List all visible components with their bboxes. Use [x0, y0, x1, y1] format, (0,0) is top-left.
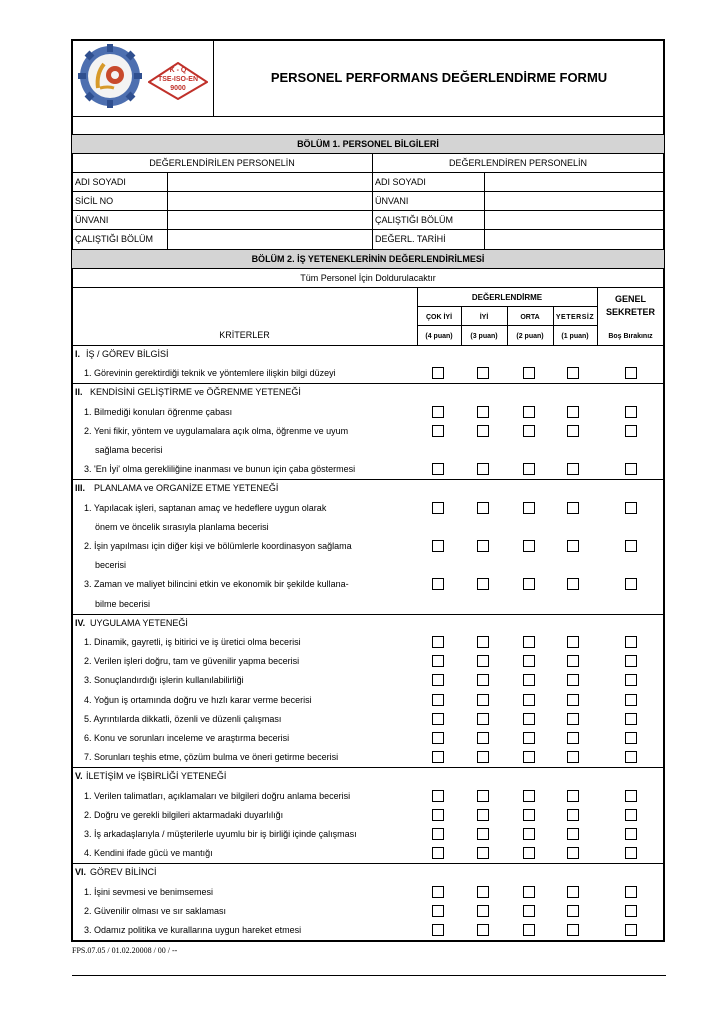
category-title: İŞ / GÖREV BİLGİSİ — [86, 349, 169, 359]
iyi-checkbox[interactable] — [477, 886, 489, 898]
rating-name: ÇOK İYİ — [425, 314, 453, 321]
category-number: VI. — [75, 867, 87, 878]
iyi-checkbox[interactable] — [477, 578, 489, 590]
right-field-date: DEĞERL. TARİHİ — [375, 234, 446, 244]
genel-sekreter-checkbox[interactable] — [625, 655, 637, 667]
cok-iyi-checkbox[interactable] — [432, 924, 444, 936]
genel-sekreter-checkbox[interactable] — [625, 828, 637, 840]
category-row — [72, 863, 664, 882]
criterion-text: 1. Dinamik, gayretli, iş bitirici ve iş üretici olma becerisi — [84, 637, 301, 647]
input-evaluated-dept[interactable] — [168, 230, 371, 248]
category-title: GÖREV BİLİNCİ — [90, 867, 157, 878]
yetersiz-checkbox[interactable] — [567, 924, 579, 936]
cok-iyi-checkbox[interactable] — [432, 463, 444, 475]
criterion-text-continued: önem ve öncelik sırasıyla planlama becerisi — [95, 521, 269, 532]
orta-checkbox[interactable] — [523, 540, 535, 552]
chamber-logo — [78, 44, 142, 108]
form-code: FPS.07.05 / 01.02.20008 / 00 / -- — [72, 946, 178, 955]
yetersiz-checkbox[interactable] — [567, 425, 579, 437]
category-number: I. — [75, 349, 81, 359]
cok-iyi-checkbox[interactable] — [432, 905, 444, 917]
criterion-text-continued: becerisi — [95, 560, 127, 571]
yetersiz-checkbox[interactable] — [567, 790, 579, 802]
rating-points: (4 puan) — [425, 333, 453, 340]
orta-checkbox[interactable] — [523, 674, 535, 686]
yetersiz-checkbox[interactable] — [567, 655, 579, 667]
yetersiz-checkbox[interactable] — [567, 674, 579, 686]
cok-iyi-checkbox[interactable] — [432, 790, 444, 802]
iyi-checkbox[interactable] — [477, 713, 489, 725]
evaluator-header: DEĞERLENDİREN PERSONELİN — [448, 158, 588, 168]
right-field-title: ÜNVANI — [375, 196, 409, 206]
right-field-dept: ÇALIŞTIĞI BÖLÜM — [375, 215, 454, 225]
iyi-checkbox[interactable] — [477, 502, 489, 514]
cok-iyi-checkbox[interactable] — [432, 674, 444, 686]
genel-sekreter-checkbox[interactable] — [625, 463, 637, 475]
rating-name: ORTA — [520, 314, 540, 321]
orta-checkbox[interactable] — [523, 578, 535, 590]
yetersiz-checkbox[interactable] — [567, 578, 579, 590]
yetersiz-checkbox[interactable] — [567, 905, 579, 917]
criterion-text: 1. Görevinin gerektirdiği teknik ve yöntemlere ilişkin bilgi düzeyi — [84, 368, 336, 379]
iyi-checkbox[interactable] — [477, 751, 489, 763]
category-title: PLANLAMA ve ORGANİZE ETME YETENEĞİ — [94, 483, 279, 494]
genel-sekreter-checkbox[interactable] — [625, 790, 637, 802]
orta-checkbox[interactable] — [523, 847, 535, 859]
category-number: IV. — [75, 617, 86, 628]
cok-iyi-checkbox[interactable] — [432, 732, 444, 744]
cok-iyi-checkbox[interactable] — [432, 502, 444, 514]
iyi-checkbox[interactable] — [477, 636, 489, 648]
iyi-checkbox[interactable] — [477, 655, 489, 667]
input-evaluated-name[interactable] — [168, 173, 371, 191]
input-evaluation-date[interactable] — [485, 230, 664, 248]
orta-checkbox[interactable] — [523, 751, 535, 763]
left-field-dept: ÇALIŞTIĞI BÖLÜM — [75, 234, 154, 244]
section2-subtitle: Tüm Personel İçin Doldurulacaktır — [300, 273, 436, 283]
yetersiz-checkbox[interactable] — [567, 694, 579, 706]
gs-label-2: SEKRETER — [605, 307, 655, 317]
orta-checkbox[interactable] — [523, 809, 535, 821]
criterion-row — [72, 556, 664, 575]
orta-checkbox[interactable] — [523, 406, 535, 418]
iyi-checkbox[interactable] — [477, 540, 489, 552]
category-title: KENDİSİNİ GELİŞTİRME ve ÖĞRENME YETENEĞİ — [90, 387, 301, 398]
orta-checkbox[interactable] — [523, 713, 535, 725]
cok-iyi-checkbox[interactable] — [432, 694, 444, 706]
input-evaluator-title[interactable] — [485, 192, 664, 210]
cok-iyi-checkbox[interactable] — [432, 578, 444, 590]
cok-iyi-checkbox[interactable] — [432, 809, 444, 821]
input-evaluator-name[interactable] — [485, 173, 664, 191]
category-number: III. — [75, 483, 86, 494]
iyi-checkbox[interactable] — [477, 694, 489, 706]
genel-sekreter-checkbox[interactable] — [625, 674, 637, 686]
rating-points: (2 puan) — [516, 333, 544, 340]
rating-name: İYİ — [479, 314, 489, 321]
orta-checkbox[interactable] — [523, 636, 535, 648]
cok-iyi-checkbox[interactable] — [432, 367, 444, 379]
cok-iyi-checkbox[interactable] — [432, 828, 444, 840]
category-title: İLETİŞİM ve İŞBİRLİĞİ YETENEĞİ — [86, 771, 227, 782]
cok-iyi-checkbox[interactable] — [432, 406, 444, 418]
yetersiz-checkbox[interactable] — [567, 406, 579, 418]
category-number: II. — [75, 387, 83, 398]
iyi-checkbox[interactable] — [477, 847, 489, 859]
header-bottom-line — [72, 116, 664, 117]
criterion-text: 3. Zaman ve maliyet bilincini etkin ve ekonomik bir şekilde kullana- — [84, 579, 349, 590]
gs-note: Boş Bırakınız — [608, 333, 653, 340]
iyi-checkbox[interactable] — [477, 790, 489, 802]
iyi-checkbox[interactable] — [477, 367, 489, 379]
genel-sekreter-checkbox[interactable] — [625, 406, 637, 418]
orta-checkbox[interactable] — [523, 790, 535, 802]
badge-line-1: K - Q — [169, 67, 187, 74]
criterion-text: 4. Kendini ifade gücü ve mantığı — [84, 848, 213, 859]
genel-sekreter-checkbox[interactable] — [625, 732, 637, 744]
orta-checkbox[interactable] — [523, 828, 535, 840]
criterion-text: 3. Odamız politika ve kurallarına uygun hareket etmesi — [84, 925, 302, 935]
yetersiz-checkbox[interactable] — [567, 886, 579, 898]
yetersiz-checkbox[interactable] — [567, 713, 579, 725]
right-field-name: ADI SOYADI — [375, 177, 426, 187]
criterion-text: 3. İş arkadaşlarıyla / müşterilerle uyumlu bir iş birliği içinde çalışması — [84, 829, 357, 839]
genel-sekreter-checkbox[interactable] — [625, 809, 637, 821]
yetersiz-checkbox[interactable] — [567, 732, 579, 744]
genel-sekreter-checkbox[interactable] — [625, 425, 637, 437]
genel-sekreter-checkbox[interactable] — [625, 502, 637, 514]
genel-sekreter-checkbox[interactable] — [625, 713, 637, 725]
genel-sekreter-checkbox[interactable] — [625, 924, 637, 936]
evaluation-header: DEĞERLENDİRME — [471, 293, 543, 302]
criterion-text: 1. Yapılacak işleri, saptanan amaç ve hedeflere uygun olarak — [84, 502, 327, 513]
iyi-checkbox[interactable] — [477, 924, 489, 936]
genel-sekreter-checkbox[interactable] — [625, 886, 637, 898]
iyi-checkbox[interactable] — [477, 463, 489, 475]
left-field-name: ADI SOYADI — [75, 177, 126, 187]
orta-checkbox[interactable] — [523, 694, 535, 706]
criteria-label: KRİTERLER — [219, 330, 270, 340]
badge-line-3: 9000 — [170, 85, 186, 92]
iyi-checkbox[interactable] — [477, 809, 489, 821]
category-number: V. — [75, 771, 83, 782]
input-evaluated-title[interactable] — [168, 211, 371, 229]
orta-checkbox[interactable] — [523, 905, 535, 917]
genel-sekreter-checkbox[interactable] — [625, 367, 637, 379]
form-title: PERSONEL PERFORMANS DEĞERLENDİRME FORMU — [270, 70, 608, 85]
criterion-text: 5. Ayrıntılarda dikkatli, özenli ve düzenli çalışması — [84, 713, 282, 724]
yetersiz-checkbox[interactable] — [567, 502, 579, 514]
orta-checkbox[interactable] — [523, 502, 535, 514]
iyi-checkbox[interactable] — [477, 674, 489, 686]
genel-sekreter-checkbox[interactable] — [625, 905, 637, 917]
yetersiz-checkbox[interactable] — [567, 809, 579, 821]
orta-checkbox[interactable] — [523, 655, 535, 667]
orta-checkbox[interactable] — [523, 886, 535, 898]
criterion-text: 2. Güvenilir olması ve sır saklaması — [84, 905, 227, 916]
criterion-text: 1. Verilen talimatları, açıklamaları ve bilgileri doğru anlama becerisi — [84, 790, 351, 801]
cok-iyi-checkbox[interactable] — [432, 655, 444, 667]
iyi-checkbox[interactable] — [477, 425, 489, 437]
left-field-id: SİCİL NO — [75, 196, 114, 206]
criterion-text: 4. Yoğun iş ortamında doğru ve hızlı karar verme becerisi — [84, 694, 312, 705]
yetersiz-checkbox[interactable] — [567, 828, 579, 840]
criterion-text: 3. Sonuçlandırdığı işlerin kullanılabilirliği — [84, 675, 244, 686]
genel-sekreter-checkbox[interactable] — [625, 751, 637, 763]
section2-title: BÖLÜM 2. İŞ YETENEKLERİNİN DEĞERLENDİRİLMESİ — [251, 254, 485, 264]
section1-title: BÖLÜM 1. PERSONEL BİLGİLERİ — [297, 139, 439, 149]
badge-line-2: TSE-ISO-EN — [157, 76, 199, 83]
criterion-text: 2. Verilen işleri doğru, tam ve güvenilir yapma becerisi — [84, 656, 300, 667]
iyi-checkbox[interactable] — [477, 406, 489, 418]
orta-checkbox[interactable] — [523, 924, 535, 936]
yetersiz-checkbox[interactable] — [567, 367, 579, 379]
tse-iso-badge — [148, 62, 208, 100]
rating-points: (1 puan) — [561, 333, 589, 340]
cok-iyi-checkbox[interactable] — [432, 636, 444, 648]
evaluated-header: DEĞERLENDİRİLEN PERSONELİN — [149, 158, 295, 168]
cok-iyi-checkbox[interactable] — [432, 713, 444, 725]
criterion-row — [72, 595, 664, 614]
criterion-text-continued: sağlama becerisi — [95, 445, 163, 455]
iyi-checkbox[interactable] — [477, 905, 489, 917]
criterion-text: 1. Bilmediği konuları öğrenme çabası — [84, 406, 233, 417]
cok-iyi-checkbox[interactable] — [432, 540, 444, 552]
genel-sekreter-checkbox[interactable] — [625, 847, 637, 859]
genel-sekreter-checkbox[interactable] — [625, 636, 637, 648]
iyi-checkbox[interactable] — [477, 828, 489, 840]
category-title: UYGULAMA YETENEĞİ — [90, 617, 188, 628]
iyi-checkbox[interactable] — [477, 732, 489, 744]
yetersiz-checkbox[interactable] — [567, 636, 579, 648]
yetersiz-checkbox[interactable] — [567, 463, 579, 475]
orta-checkbox[interactable] — [523, 425, 535, 437]
gs-label-1: GENEL — [614, 294, 646, 304]
criterion-text: 2. Doğru ve gerekli bilgileri aktarmadaki duyarlılığı — [84, 809, 284, 820]
cok-iyi-checkbox[interactable] — [432, 847, 444, 859]
genel-sekreter-checkbox[interactable] — [625, 578, 637, 590]
input-evaluator-dept[interactable] — [485, 211, 664, 229]
criterion-text: 6. Konu ve sorunları inceleme ve araştırma becerisi — [84, 733, 290, 743]
criterion-text-continued: bilme becerisi — [95, 598, 151, 609]
cok-iyi-checkbox[interactable] — [432, 886, 444, 898]
orta-checkbox[interactable] — [523, 463, 535, 475]
criterion-text: 1. İşini sevmesi ve benimsemesi — [84, 886, 214, 897]
criterion-text: 3. 'En İyi' olma gerekliliğine inanması ve bunun için çaba göstermesi — [84, 464, 356, 475]
orta-checkbox[interactable] — [523, 732, 535, 744]
genel-sekreter-checkbox[interactable] — [625, 694, 637, 706]
criterion-text: 7. Sorunları teşhis etme, çözüm bulma ve öneri getirme becerisi — [84, 752, 339, 763]
yetersiz-checkbox[interactable] — [567, 751, 579, 763]
yetersiz-checkbox[interactable] — [567, 847, 579, 859]
rating-name: YETERSİZ — [555, 314, 595, 321]
left-field-title: ÜNVANI — [75, 215, 109, 225]
cok-iyi-checkbox[interactable] — [432, 751, 444, 763]
genel-sekreter-checkbox[interactable] — [625, 540, 637, 552]
yetersiz-checkbox[interactable] — [567, 540, 579, 552]
cok-iyi-checkbox[interactable] — [432, 425, 444, 437]
orta-checkbox[interactable] — [523, 367, 535, 379]
criterion-text: 2. Yeni fikir, yöntem ve uygulamalara açık olma, öğrenme ve uyum — [84, 425, 349, 436]
criterion-text: 2. İşin yapılması için diğer kişi ve bölümlerle koordinasyon sağlama — [84, 541, 352, 551]
rating-points: (3 puan) — [470, 333, 498, 340]
input-evaluated-id[interactable] — [168, 192, 371, 210]
footer-line — [72, 975, 666, 976]
